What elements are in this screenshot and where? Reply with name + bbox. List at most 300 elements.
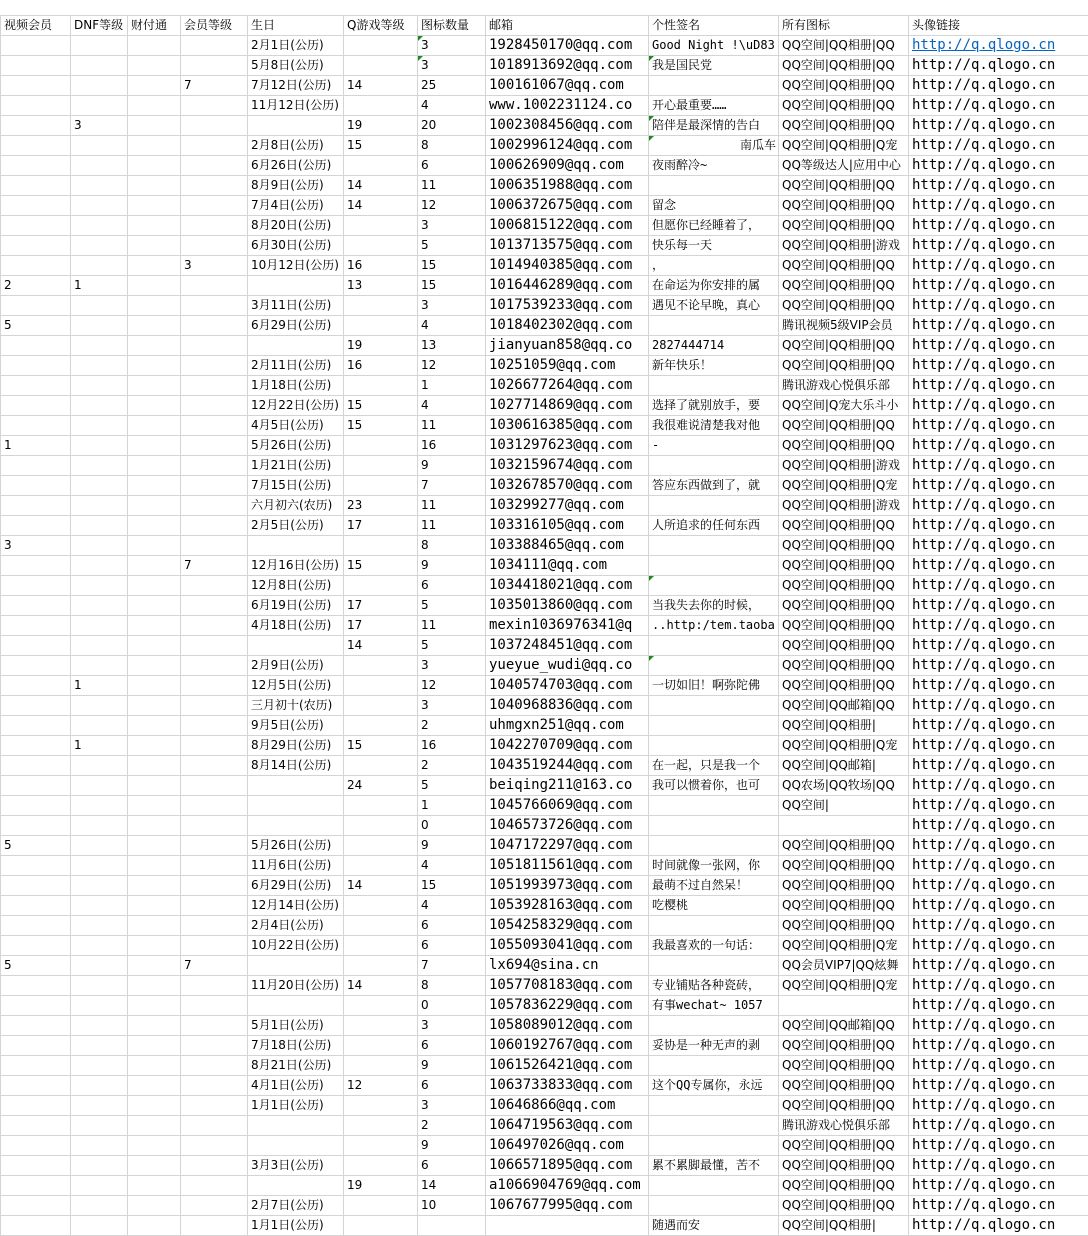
cell-avatar-link[interactable]: http://q.qlogo.cn: [909, 1036, 1088, 1056]
cell-avatar-link[interactable]: http://q.qlogo.cn: [909, 1116, 1088, 1136]
cell-tenpay[interactable]: [128, 236, 181, 256]
cell-all-icons[interactable]: QQ空间|QQ邮箱|: [779, 756, 909, 776]
cell-video-vip[interactable]: [1, 216, 71, 236]
cell-qgame-level[interactable]: [344, 36, 418, 56]
cell-icon-count[interactable]: 1: [418, 796, 486, 816]
cell-birthday[interactable]: 2月8日(公历): [248, 136, 344, 156]
cell-signature[interactable]: 随遇而安: [649, 1216, 779, 1236]
cell-email[interactable]: 1042270709@qq.com: [486, 736, 649, 756]
cell-tenpay[interactable]: [128, 96, 181, 116]
header-qgame-level[interactable]: Q游戏等级: [344, 16, 418, 36]
cell-birthday[interactable]: 12月8日(公历): [248, 576, 344, 596]
cell-avatar-link[interactable]: http://q.qlogo.cn: [909, 876, 1088, 896]
cell-icon-count[interactable]: 8: [418, 536, 486, 556]
cell-avatar-link[interactable]: http://q.qlogo.cn: [909, 1016, 1088, 1036]
cell-video-vip[interactable]: [1, 556, 71, 576]
cell-avatar-link[interactable]: http://q.qlogo.cn: [909, 56, 1088, 76]
cell-birthday[interactable]: 4月5日(公历): [248, 416, 344, 436]
cell-dnf-level[interactable]: [71, 756, 128, 776]
cell-signature[interactable]: [649, 576, 779, 596]
cell-icon-count[interactable]: 0: [418, 816, 486, 836]
header-dnf-level[interactable]: DNF等级: [71, 16, 128, 36]
cell-tenpay[interactable]: [128, 576, 181, 596]
cell-signature[interactable]: [649, 1176, 779, 1196]
cell-email[interactable]: 103388465@qq.com: [486, 536, 649, 556]
cell-email[interactable]: 1051993973@qq.com: [486, 876, 649, 896]
cell-icon-count[interactable]: 7: [418, 476, 486, 496]
cell-birthday[interactable]: 6月26日(公历): [248, 156, 344, 176]
header-vip-level[interactable]: 会员等级: [181, 16, 248, 36]
cell-tenpay[interactable]: [128, 56, 181, 76]
cell-icon-count[interactable]: 20: [418, 116, 486, 136]
cell-signature[interactable]: [649, 556, 779, 576]
cell-dnf-level[interactable]: [71, 416, 128, 436]
cell-email[interactable]: 1057836229@qq.com: [486, 996, 649, 1016]
cell-qgame-level[interactable]: [344, 896, 418, 916]
cell-vip-level[interactable]: [181, 1096, 248, 1116]
cell-all-icons[interactable]: [779, 996, 909, 1016]
cell-icon-count[interactable]: 9: [418, 836, 486, 856]
cell-birthday[interactable]: [248, 336, 344, 356]
cell-birthday[interactable]: 2月4日(公历): [248, 916, 344, 936]
cell-signature[interactable]: 我是国民党: [649, 56, 779, 76]
cell-birthday[interactable]: 6月29日(公历): [248, 316, 344, 336]
cell-avatar-link[interactable]: http://q.qlogo.cn: [909, 396, 1088, 416]
cell-video-vip[interactable]: 3: [1, 536, 71, 556]
cell-video-vip[interactable]: [1, 896, 71, 916]
cell-tenpay[interactable]: [128, 1096, 181, 1116]
cell-email[interactable]: 1006351988@qq.com: [486, 176, 649, 196]
cell-video-vip[interactable]: [1, 376, 71, 396]
cell-avatar-link[interactable]: http://q.qlogo.cn: [909, 356, 1088, 376]
cell-video-vip[interactable]: [1, 616, 71, 636]
cell-birthday[interactable]: 10月12日(公历): [248, 256, 344, 276]
cell-qgame-level[interactable]: [344, 436, 418, 456]
cell-icon-count[interactable]: 3: [418, 216, 486, 236]
cell-signature[interactable]: 我可以惯着你，也可: [649, 776, 779, 796]
cell-vip-level[interactable]: [181, 536, 248, 556]
cell-video-vip[interactable]: [1, 736, 71, 756]
cell-birthday[interactable]: 7月4日(公历): [248, 196, 344, 216]
cell-tenpay[interactable]: [128, 916, 181, 936]
cell-qgame-level[interactable]: [344, 936, 418, 956]
cell-tenpay[interactable]: [128, 1056, 181, 1076]
cell-all-icons[interactable]: QQ空间|QQ相册|QQ: [779, 1196, 909, 1216]
cell-signature[interactable]: 时间就像一张网，你: [649, 856, 779, 876]
cell-vip-level[interactable]: [181, 56, 248, 76]
cell-icon-count[interactable]: 11: [418, 416, 486, 436]
cell-video-vip[interactable]: [1, 1096, 71, 1116]
cell-qgame-level[interactable]: 19: [344, 116, 418, 136]
header-birthday[interactable]: 生日: [248, 16, 344, 36]
cell-qgame-level[interactable]: [344, 1156, 418, 1176]
cell-avatar-link[interactable]: http://q.qlogo.cn: [909, 36, 1088, 56]
cell-signature[interactable]: [649, 736, 779, 756]
cell-signature[interactable]: [649, 916, 779, 936]
cell-tenpay[interactable]: [128, 36, 181, 56]
cell-signature[interactable]: [649, 956, 779, 976]
cell-tenpay[interactable]: [128, 636, 181, 656]
cell-vip-level[interactable]: [181, 1156, 248, 1176]
cell-dnf-level[interactable]: [71, 1036, 128, 1056]
cell-signature[interactable]: ..http:/tem.taoba: [649, 616, 779, 636]
cell-signature[interactable]: [649, 636, 779, 656]
cell-tenpay[interactable]: [128, 456, 181, 476]
cell-email[interactable]: 1047172297@qq.com: [486, 836, 649, 856]
cell-avatar-link[interactable]: http://q.qlogo.cn: [909, 196, 1088, 216]
cell-video-vip[interactable]: [1, 916, 71, 936]
cell-dnf-level[interactable]: [71, 376, 128, 396]
cell-avatar-link[interactable]: http://q.qlogo.cn: [909, 136, 1088, 156]
cell-icon-count[interactable]: 9: [418, 1056, 486, 1076]
cell-qgame-level[interactable]: 15: [344, 556, 418, 576]
cell-avatar-link[interactable]: http://q.qlogo.cn: [909, 156, 1088, 176]
cell-avatar-link[interactable]: http://q.qlogo.cn: [909, 1176, 1088, 1196]
cell-all-icons[interactable]: QQ空间|QQ相册|QQ: [779, 1156, 909, 1176]
cell-vip-level[interactable]: [181, 316, 248, 336]
cell-icon-count[interactable]: 4: [418, 316, 486, 336]
cell-avatar-link[interactable]: http://q.qlogo.cn: [909, 636, 1088, 656]
cell-birthday[interactable]: 12月16日(公历): [248, 556, 344, 576]
cell-avatar-link[interactable]: http://q.qlogo.cn: [909, 376, 1088, 396]
cell-dnf-level[interactable]: [71, 1176, 128, 1196]
cell-avatar-link[interactable]: http://q.qlogo.cn: [909, 836, 1088, 856]
cell-tenpay[interactable]: [128, 1196, 181, 1216]
cell-signature[interactable]: [649, 1136, 779, 1156]
cell-icon-count[interactable]: 12: [418, 356, 486, 376]
cell-icon-count[interactable]: 16: [418, 436, 486, 456]
cell-qgame-level[interactable]: 19: [344, 336, 418, 356]
cell-dnf-level[interactable]: [71, 336, 128, 356]
cell-qgame-level[interactable]: [344, 716, 418, 736]
cell-all-icons[interactable]: QQ空间|QQ相册|QQ: [779, 896, 909, 916]
cell-birthday[interactable]: 6月19日(公历): [248, 596, 344, 616]
cell-video-vip[interactable]: [1, 1016, 71, 1036]
cell-birthday[interactable]: 8月29日(公历): [248, 736, 344, 756]
cell-tenpay[interactable]: [128, 596, 181, 616]
cell-all-icons[interactable]: QQ会员VIP7|QQ炫舞: [779, 956, 909, 976]
cell-email[interactable]: a1066904769@qq.com: [486, 1176, 649, 1196]
cell-dnf-level[interactable]: [71, 296, 128, 316]
cell-email[interactable]: 1067677995@qq.com: [486, 1196, 649, 1216]
cell-all-icons[interactable]: QQ空间|QQ邮箱|QQ: [779, 696, 909, 716]
cell-icon-count[interactable]: 11: [418, 516, 486, 536]
cell-birthday[interactable]: 12月22日(公历): [248, 396, 344, 416]
cell-all-icons[interactable]: QQ空间|QQ相册|QQ: [779, 256, 909, 276]
cell-video-vip[interactable]: [1, 756, 71, 776]
cell-icon-count[interactable]: 6: [418, 156, 486, 176]
cell-birthday[interactable]: 5月1日(公历): [248, 1016, 344, 1036]
cell-all-icons[interactable]: QQ空间|QQ相册|QQ: [779, 336, 909, 356]
cell-qgame-level[interactable]: [344, 1016, 418, 1036]
cell-video-vip[interactable]: [1, 176, 71, 196]
cell-birthday[interactable]: 2月11日(公历): [248, 356, 344, 376]
cell-dnf-level[interactable]: [71, 236, 128, 256]
cell-email[interactable]: mexin1036976341@q: [486, 616, 649, 636]
cell-signature[interactable]: [649, 1056, 779, 1076]
cell-video-vip[interactable]: [1, 36, 71, 56]
cell-signature[interactable]: 最萌不过自然呆！: [649, 876, 779, 896]
cell-email[interactable]: uhmgxn251@qq.com: [486, 716, 649, 736]
cell-email[interactable]: 1018913692@qq.com: [486, 56, 649, 76]
cell-all-icons[interactable]: 腾讯游戏心悦俱乐部: [779, 1116, 909, 1136]
cell-all-icons[interactable]: QQ空间|QQ相册|Q宠: [779, 736, 909, 756]
cell-email[interactable]: 106497026@qq.com: [486, 1136, 649, 1156]
cell-all-icons[interactable]: QQ空间|QQ相册|QQ: [779, 636, 909, 656]
cell-icon-count[interactable]: 3: [418, 656, 486, 676]
cell-qgame-level[interactable]: 24: [344, 776, 418, 796]
cell-email[interactable]: www.1002231124.co: [486, 96, 649, 116]
cell-vip-level[interactable]: [181, 416, 248, 436]
cell-vip-level[interactable]: 7: [181, 76, 248, 96]
header-signature[interactable]: 个性签名: [649, 16, 779, 36]
cell-vip-level[interactable]: [181, 1116, 248, 1136]
cell-tenpay[interactable]: [128, 356, 181, 376]
cell-vip-level[interactable]: [181, 156, 248, 176]
cell-vip-level[interactable]: 7: [181, 556, 248, 576]
cell-dnf-level[interactable]: [71, 1116, 128, 1136]
cell-icon-count[interactable]: 2: [418, 716, 486, 736]
cell-signature[interactable]: [649, 316, 779, 336]
cell-avatar-link[interactable]: http://q.qlogo.cn: [909, 976, 1088, 996]
cell-all-icons[interactable]: QQ空间|QQ相册|QQ: [779, 296, 909, 316]
cell-icon-count[interactable]: 11: [418, 616, 486, 636]
cell-tenpay[interactable]: [128, 156, 181, 176]
cell-icon-count[interactable]: 3: [418, 1016, 486, 1036]
cell-vip-level[interactable]: [181, 596, 248, 616]
cell-all-icons[interactable]: QQ空间|QQ相册|QQ: [779, 1036, 909, 1056]
cell-dnf-level[interactable]: [71, 696, 128, 716]
cell-birthday[interactable]: 6月30日(公历): [248, 236, 344, 256]
cell-qgame-level[interactable]: [344, 236, 418, 256]
cell-tenpay[interactable]: [128, 796, 181, 816]
cell-qgame-level[interactable]: 14: [344, 976, 418, 996]
cell-video-vip[interactable]: [1, 976, 71, 996]
cell-dnf-level[interactable]: [71, 1076, 128, 1096]
cell-avatar-link[interactable]: http://q.qlogo.cn: [909, 956, 1088, 976]
cell-qgame-level[interactable]: [344, 796, 418, 816]
cell-email[interactable]: 1002308456@qq.com: [486, 116, 649, 136]
cell-birthday[interactable]: 3月3日(公历): [248, 1156, 344, 1176]
cell-email[interactable]: 1030616385@qq.com: [486, 416, 649, 436]
cell-video-vip[interactable]: [1, 456, 71, 476]
cell-email[interactable]: 1026677264@qq.com: [486, 376, 649, 396]
cell-avatar-link[interactable]: http://q.qlogo.cn: [909, 1196, 1088, 1216]
cell-dnf-level[interactable]: [71, 1056, 128, 1076]
cell-avatar-link[interactable]: http://q.qlogo.cn: [909, 476, 1088, 496]
cell-dnf-level[interactable]: [71, 36, 128, 56]
cell-dnf-level[interactable]: [71, 856, 128, 876]
cell-email[interactable]: 1018402302@qq.com: [486, 316, 649, 336]
cell-signature[interactable]: [649, 656, 779, 676]
cell-icon-count[interactable]: 8: [418, 136, 486, 156]
cell-avatar-link[interactable]: http://q.qlogo.cn: [909, 776, 1088, 796]
cell-avatar-link[interactable]: http://q.qlogo.cn: [909, 1216, 1088, 1236]
cell-icon-count[interactable]: 11: [418, 176, 486, 196]
cell-dnf-level[interactable]: [71, 176, 128, 196]
header-tenpay[interactable]: 财付通: [128, 16, 181, 36]
cell-vip-level[interactable]: [181, 636, 248, 656]
cell-icon-count[interactable]: 3: [418, 36, 486, 56]
cell-dnf-level[interactable]: [71, 1196, 128, 1216]
cell-signature[interactable]: 在一起，只是我一个: [649, 756, 779, 776]
cell-icon-count[interactable]: 5: [418, 236, 486, 256]
cell-qgame-level[interactable]: [344, 656, 418, 676]
cell-video-vip[interactable]: [1, 1056, 71, 1076]
cell-birthday[interactable]: 12月14日(公历): [248, 896, 344, 916]
cell-email[interactable]: 1014940385@qq.com: [486, 256, 649, 276]
cell-qgame-level[interactable]: [344, 1196, 418, 1216]
cell-vip-level[interactable]: [181, 1196, 248, 1216]
cell-vip-level[interactable]: [181, 356, 248, 376]
cell-vip-level[interactable]: [181, 116, 248, 136]
cell-video-vip[interactable]: [1, 1136, 71, 1156]
cell-video-vip[interactable]: [1, 336, 71, 356]
cell-dnf-level[interactable]: [71, 496, 128, 516]
cell-video-vip[interactable]: [1, 416, 71, 436]
cell-signature[interactable]: [649, 796, 779, 816]
cell-icon-count[interactable]: 9: [418, 1136, 486, 1156]
cell-avatar-link[interactable]: http://q.qlogo.cn: [909, 796, 1088, 816]
cell-email[interactable]: 1054258329@qq.com: [486, 916, 649, 936]
cell-video-vip[interactable]: [1, 296, 71, 316]
cell-signature[interactable]: 人所追求的任何东西: [649, 516, 779, 536]
cell-email[interactable]: 103299277@qq.com: [486, 496, 649, 516]
cell-dnf-level[interactable]: [71, 516, 128, 536]
cell-icon-count[interactable]: 2: [418, 1116, 486, 1136]
cell-dnf-level[interactable]: [71, 56, 128, 76]
cell-email[interactable]: 1053928163@qq.com: [486, 896, 649, 916]
cell-avatar-link[interactable]: http://q.qlogo.cn: [909, 696, 1088, 716]
cell-vip-level[interactable]: [181, 696, 248, 716]
cell-email[interactable]: 1032159674@qq.com: [486, 456, 649, 476]
cell-signature[interactable]: ，: [649, 256, 779, 276]
cell-video-vip[interactable]: 5: [1, 956, 71, 976]
cell-icon-count[interactable]: 25: [418, 76, 486, 96]
cell-signature[interactable]: 2827444714: [649, 336, 779, 356]
cell-dnf-level[interactable]: [71, 396, 128, 416]
cell-signature[interactable]: 遇见不论早晚，真心: [649, 296, 779, 316]
cell-qgame-level[interactable]: [344, 756, 418, 776]
cell-dnf-level[interactable]: [71, 1136, 128, 1156]
cell-vip-level[interactable]: [181, 456, 248, 476]
cell-birthday[interactable]: 10月22日(公历): [248, 936, 344, 956]
cell-avatar-link[interactable]: http://q.qlogo.cn: [909, 296, 1088, 316]
cell-tenpay[interactable]: [128, 296, 181, 316]
cell-birthday[interactable]: 7月18日(公历): [248, 1036, 344, 1056]
cell-video-vip[interactable]: [1, 236, 71, 256]
cell-signature[interactable]: 一切如旧！啊弥陀佛: [649, 676, 779, 696]
cell-qgame-level[interactable]: [344, 836, 418, 856]
cell-all-icons[interactable]: QQ空间|QQ相册|QQ: [779, 116, 909, 136]
header-icon-count[interactable]: 图标数量: [418, 16, 486, 36]
cell-icon-count[interactable]: 11: [418, 496, 486, 516]
cell-video-vip[interactable]: [1, 56, 71, 76]
cell-dnf-level[interactable]: [71, 456, 128, 476]
cell-dnf-level[interactable]: 1: [71, 736, 128, 756]
cell-email[interactable]: 1034418021@qq.com: [486, 576, 649, 596]
cell-tenpay[interactable]: [128, 1116, 181, 1136]
cell-vip-level[interactable]: [181, 496, 248, 516]
cell-qgame-level[interactable]: 12: [344, 1076, 418, 1096]
cell-dnf-level[interactable]: [71, 896, 128, 916]
cell-dnf-level[interactable]: [71, 1096, 128, 1116]
cell-birthday[interactable]: 7月12日(公历): [248, 76, 344, 96]
cell-birthday[interactable]: 4月18日(公历): [248, 616, 344, 636]
cell-signature[interactable]: [649, 816, 779, 836]
cell-qgame-level[interactable]: [344, 576, 418, 596]
cell-avatar-link[interactable]: http://q.qlogo.cn: [909, 76, 1088, 96]
cell-video-vip[interactable]: [1, 496, 71, 516]
cell-icon-count[interactable]: 4: [418, 856, 486, 876]
cell-icon-count[interactable]: 6: [418, 916, 486, 936]
cell-video-vip[interactable]: [1, 576, 71, 596]
cell-birthday[interactable]: 1月1日(公历): [248, 1216, 344, 1236]
cell-avatar-link[interactable]: http://q.qlogo.cn: [909, 916, 1088, 936]
cell-vip-level[interactable]: [181, 436, 248, 456]
cell-tenpay[interactable]: [128, 336, 181, 356]
cell-all-icons[interactable]: QQ空间|QQ相册|: [779, 1216, 909, 1236]
cell-vip-level[interactable]: 7: [181, 956, 248, 976]
cell-signature[interactable]: 答应东西做到了，就: [649, 476, 779, 496]
cell-icon-count[interactable]: 4: [418, 96, 486, 116]
cell-email[interactable]: 1066571895@qq.com: [486, 1156, 649, 1176]
cell-qgame-level[interactable]: [344, 1096, 418, 1116]
cell-email[interactable]: 1031297623@qq.com: [486, 436, 649, 456]
cell-email[interactable]: 1051811561@qq.com: [486, 856, 649, 876]
cell-all-icons[interactable]: QQ空间|QQ相册|QQ: [779, 836, 909, 856]
cell-all-icons[interactable]: QQ空间|QQ相册|QQ: [779, 1056, 909, 1076]
cell-icon-count[interactable]: 5: [418, 596, 486, 616]
cell-birthday[interactable]: [248, 276, 344, 296]
cell-vip-level[interactable]: [181, 816, 248, 836]
cell-avatar-link[interactable]: http://q.qlogo.cn: [909, 336, 1088, 356]
cell-qgame-level[interactable]: [344, 696, 418, 716]
cell-all-icons[interactable]: QQ空间|QQ相册|QQ: [779, 556, 909, 576]
cell-icon-count[interactable]: 9: [418, 456, 486, 476]
cell-signature[interactable]: [649, 836, 779, 856]
cell-tenpay[interactable]: [128, 396, 181, 416]
cell-signature[interactable]: 我很难说清楚我对他: [649, 416, 779, 436]
cell-video-vip[interactable]: 5: [1, 836, 71, 856]
cell-birthday[interactable]: 11月6日(公历): [248, 856, 344, 876]
cell-signature[interactable]: 留念: [649, 196, 779, 216]
cell-email[interactable]: 1046573726@qq.com: [486, 816, 649, 836]
cell-vip-level[interactable]: [181, 216, 248, 236]
cell-avatar-link[interactable]: http://q.qlogo.cn: [909, 416, 1088, 436]
cell-all-icons[interactable]: QQ空间|QQ相册|Q宠: [779, 936, 909, 956]
cell-avatar-link[interactable]: http://q.qlogo.cn: [909, 176, 1088, 196]
cell-all-icons[interactable]: QQ空间|Q宠大乐斗小: [779, 396, 909, 416]
cell-all-icons[interactable]: QQ空间|QQ相册|游戏: [779, 496, 909, 516]
cell-tenpay[interactable]: [128, 816, 181, 836]
cell-signature[interactable]: 南瓜车: [649, 136, 779, 156]
cell-tenpay[interactable]: [128, 536, 181, 556]
cell-signature[interactable]: 妥协是一种无声的剥: [649, 1036, 779, 1056]
cell-dnf-level[interactable]: [71, 96, 128, 116]
cell-vip-level[interactable]: [181, 1056, 248, 1076]
cell-email[interactable]: 1928450170@qq.com: [486, 36, 649, 56]
cell-video-vip[interactable]: [1, 476, 71, 496]
cell-avatar-link[interactable]: http://q.qlogo.cn: [909, 896, 1088, 916]
cell-email[interactable]: 1058089012@qq.com: [486, 1016, 649, 1036]
cell-icon-count[interactable]: 12: [418, 196, 486, 216]
cell-icon-count[interactable]: 12: [418, 676, 486, 696]
cell-email[interactable]: 1032678570@qq.com: [486, 476, 649, 496]
cell-signature[interactable]: [649, 696, 779, 716]
cell-all-icons[interactable]: QQ空间|QQ相册|QQ: [779, 416, 909, 436]
cell-video-vip[interactable]: [1, 876, 71, 896]
